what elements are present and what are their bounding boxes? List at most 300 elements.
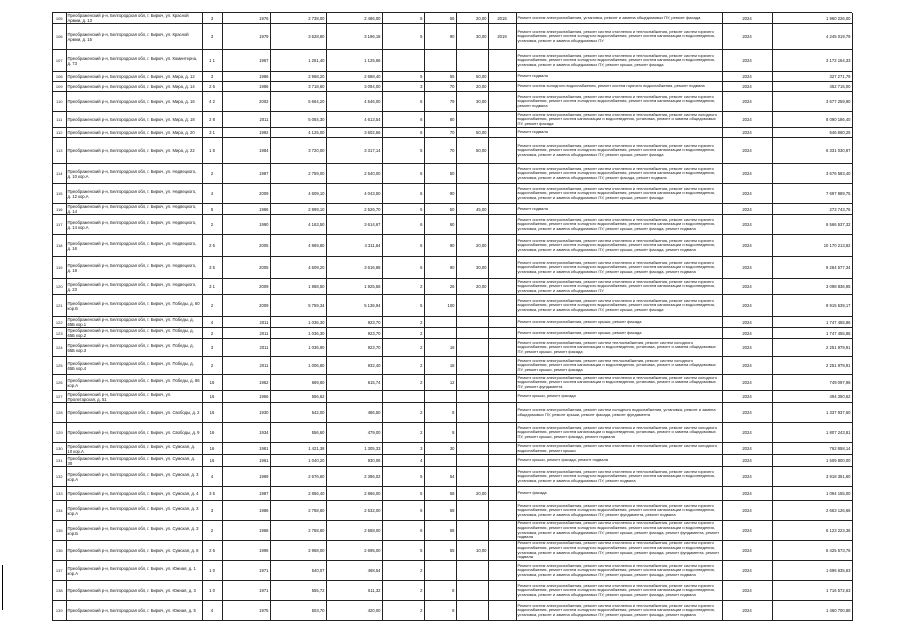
year-cell: 1971 bbox=[222, 581, 270, 601]
cost-cell: 6 566 537,32 bbox=[772, 215, 852, 235]
wear-cell: 50,00 bbox=[456, 72, 488, 82]
year-cell: 2009 bbox=[222, 279, 270, 295]
last-repair-year-cell bbox=[488, 50, 516, 72]
cost-cell: 546 860,25 bbox=[772, 128, 852, 138]
row-number-cell: 137 bbox=[53, 561, 66, 581]
works-cell: Ремонт систем электроснабжения, ремонт систем теплоснабжения, ремонт систем холодного водоснабжения, ремонт систем канализации и водоотведения, установка, ремонт и замена общедомовых ПУ, ремонт крыши, ремонт фасада bbox=[516, 357, 722, 375]
total-area-cell: 4 609,20 bbox=[270, 257, 326, 279]
address-cell: Преображенский р-н, Белгородская обл, г. Бирюч, ул. Мира, д. 18 bbox=[66, 112, 202, 128]
row-number-cell: 118 bbox=[53, 235, 66, 257]
living-area-cell: 420,00 bbox=[326, 601, 382, 621]
row-number-cell: 138 bbox=[53, 581, 66, 601]
floors-cell: 2 bbox=[202, 215, 222, 235]
entrances-cell: 6 bbox=[382, 92, 424, 112]
floors-cell: 16 bbox=[202, 443, 222, 455]
entrances-cell: 2 bbox=[382, 328, 424, 339]
last-repair-year-cell bbox=[488, 521, 516, 541]
total-area-cell: 1 988,50 bbox=[270, 279, 326, 295]
floors-cell: 3 bbox=[202, 339, 222, 357]
year-cell: 2009 bbox=[222, 184, 270, 204]
last-repair-year-cell bbox=[488, 92, 516, 112]
cost-cell: 1 460 700,88 bbox=[772, 601, 852, 621]
living-area-cell: 4 546,00 bbox=[326, 92, 382, 112]
row-number-cell: 126 bbox=[53, 375, 66, 391]
table-row bbox=[53, 295, 852, 317]
apartments-cell: 50 bbox=[424, 164, 456, 184]
entrances-cell: 2 bbox=[382, 423, 424, 443]
works-cell: Ремонт систем холодного водоснабжения, ремонт систем горячего водоснабжения, ремонт подвала bbox=[516, 82, 722, 92]
year-cell: 1984 bbox=[222, 138, 270, 164]
living-area-cell: 4 613,54 bbox=[326, 112, 382, 128]
row-number-cell: 121 bbox=[53, 295, 66, 317]
works-cell: Ремонт систем электроснабжения, ремонт систем отопления и теплоснабжения, ремонт систем горячего водоснабжения, ремонт систем холодного водоснабжения, ремонт систем канализации и водоотведения, установка, ремонт и замена общедомовых ПУ bbox=[516, 24, 722, 50]
entrances-cell: 5 bbox=[382, 541, 424, 561]
address-cell: Преображенский р-н, Белгородская обл, г. Бирюч, ул. Недвецкого, д. 12 кор.А bbox=[66, 184, 202, 204]
works-cell: Ремонт подвала bbox=[516, 72, 722, 82]
wear-cell bbox=[456, 443, 488, 455]
table-row bbox=[53, 467, 852, 487]
wear-cell bbox=[456, 339, 488, 357]
living-area-cell: 930,06 bbox=[326, 455, 382, 467]
last-repair-year-cell bbox=[488, 561, 516, 581]
year-cell: 2011 bbox=[222, 339, 270, 357]
address-cell: Преображенский р-н, Белгородская обл, г. Бирюч, ул. Недвецкого, д. 14 bbox=[66, 204, 202, 215]
row-number-cell: 115 bbox=[53, 184, 66, 204]
wear-cell: 45,00 bbox=[456, 204, 488, 215]
plan-year-cell: 2024 bbox=[722, 501, 772, 521]
row-number-cell: 139 bbox=[53, 601, 66, 621]
last-repair-year-cell bbox=[488, 184, 516, 204]
cost-cell: 3 172 164,33 bbox=[772, 50, 852, 72]
address-cell: Преображенский р-н, Белгородская обл, г. Бирюч, ул. Недвецкого, д. 23 bbox=[66, 279, 202, 295]
total-area-cell: 4 969,80 bbox=[270, 235, 326, 257]
address-cell: Преображенский р-н, Белгородская обл, г. Бирюч, ул. Коминтерна, д. 73 bbox=[66, 50, 202, 72]
floors-cell: 2 bbox=[202, 164, 222, 184]
floors-cell: 5 bbox=[202, 204, 222, 215]
total-area-cell: 669,60 bbox=[270, 375, 326, 391]
floors-cell: 4 2 bbox=[202, 92, 222, 112]
table-row bbox=[53, 204, 852, 215]
address-cell: Преображенский р-н, Белгородская обл, г. Бирюч, ул. Мира, д. 22 bbox=[66, 138, 202, 164]
row-number-cell: 120 bbox=[53, 279, 66, 295]
floors-cell: 2 5 bbox=[202, 82, 222, 92]
entrances-cell: 5 bbox=[382, 24, 424, 50]
wear-cell: 20,00 bbox=[456, 235, 488, 257]
plan-year-cell: 2024 bbox=[722, 257, 772, 279]
year-cell: 1981 bbox=[222, 443, 270, 455]
wear-cell bbox=[456, 391, 488, 403]
address-cell: Преображенский р-н, Белгородская обл, г. Бирюч, ул. Мира, д. 16 bbox=[66, 92, 202, 112]
cost-cell: 3 677 259,90 bbox=[772, 92, 852, 112]
capital-repair-register-table bbox=[53, 13, 853, 621]
apartments-cell: 18 bbox=[424, 357, 456, 375]
year-cell: 1987 bbox=[222, 487, 270, 501]
year-cell: 1986 bbox=[222, 501, 270, 521]
apartments-cell: 58 bbox=[424, 501, 456, 521]
cost-cell: 1 747 455,86 bbox=[772, 328, 852, 339]
plan-year-cell: 2024 bbox=[722, 13, 772, 24]
last-repair-year-cell bbox=[488, 128, 516, 138]
entrances-cell: 6 bbox=[382, 257, 424, 279]
address-cell: Преображенский р-н, Белгородская обл, г. Бирюч, ул. Победы, д. 65Б кор.1 bbox=[66, 317, 202, 328]
living-area-cell: 479,00 bbox=[326, 423, 382, 443]
cost-cell: 1 094 155,00 bbox=[772, 487, 852, 501]
total-area-cell: 2 676,60 bbox=[270, 467, 326, 487]
plan-year-cell: 2024 bbox=[722, 581, 772, 601]
address-cell: Преображенский р-н, Белгородская обл, г. Бирюч, ул. Мира, д. 20 bbox=[66, 128, 202, 138]
floors-cell: 4 bbox=[202, 184, 222, 204]
living-area-cell: 3 094,00 bbox=[326, 82, 382, 92]
last-repair-year-cell bbox=[488, 391, 516, 403]
cost-cell: 3 918 351,60 bbox=[772, 467, 852, 487]
total-area-cell: 1 036,30 bbox=[270, 317, 326, 328]
row-number-cell: 113 bbox=[53, 138, 66, 164]
total-area-cell: 2 738,00 bbox=[270, 13, 326, 24]
wear-cell: 30,00 bbox=[456, 92, 488, 112]
address-cell: Преображенский р-н, Белгородская обл, г. Бирюч, ул. Недвецкого, д. 16 bbox=[66, 235, 202, 257]
total-area-cell: 5 664,20 bbox=[270, 92, 326, 112]
floors-cell: 1 5 bbox=[202, 138, 222, 164]
last-repair-year-cell bbox=[488, 455, 516, 467]
plan-year-cell: 2024 bbox=[722, 279, 772, 295]
year-cell: 1962 bbox=[222, 375, 270, 391]
year-cell: 1961 bbox=[222, 455, 270, 467]
scan-edge-mark bbox=[2, 565, 3, 610]
cost-cell: 327 271,79 bbox=[772, 72, 852, 82]
wear-cell bbox=[456, 375, 488, 391]
last-repair-year-cell bbox=[488, 138, 516, 164]
plan-year-cell: 2024 bbox=[722, 128, 772, 138]
last-repair-year-cell bbox=[488, 235, 516, 257]
plan-year-cell: 2024 bbox=[722, 541, 772, 561]
entrances-cell: 6 bbox=[382, 128, 424, 138]
wear-cell: 30,00 bbox=[456, 257, 488, 279]
entrances-cell: 5 bbox=[382, 13, 424, 24]
table-row bbox=[53, 50, 852, 72]
living-area-cell: 4 311,64 bbox=[326, 235, 382, 257]
cost-cell: 1 509 800,00 bbox=[772, 455, 852, 467]
year-cell: 1990 bbox=[222, 215, 270, 235]
cost-cell: 7 697 989,75 bbox=[772, 184, 852, 204]
living-area-cell: 923,70 bbox=[326, 328, 382, 339]
year-cell: 2011 bbox=[222, 317, 270, 328]
wear-cell: 50,00 bbox=[456, 128, 488, 138]
cost-cell: 273 743,76 bbox=[772, 204, 852, 215]
works-cell: Ремонт систем электроснабжения, ремонт систем отопления и теплоснабжения, ремонт систем горячего водоснабжения, ремонт систем холодного водоснабжения, ремонт систем канализации и водоотведения, установка, ремонт и замена общедомовых ПУ, ремонт крыши, ремонт фасада, ремонт фундамента, ремонт подвала bbox=[516, 521, 722, 541]
wear-cell: 50,00 bbox=[456, 138, 488, 164]
last-repair-year-cell bbox=[488, 279, 516, 295]
living-area-cell: 486,50 bbox=[326, 403, 382, 423]
row-number-cell: 123 bbox=[53, 328, 66, 339]
works-cell: Ремонт систем электроснабжения, ремонт систем отопления и теплоснабжения, ремонт систем горячего водоснабжения, ремонт систем холодного водоснабжения, ремонт систем канализации и водоотведения, установка, ремонт и замена общедомовых ПУ, ремонт крыши, ремонт фасада bbox=[516, 50, 722, 72]
plan-year-cell: 2024 bbox=[722, 295, 772, 317]
year-cell: 1968 bbox=[222, 521, 270, 541]
works-cell: Ремонт систем электроснабжения, ремонт систем отопления и теплоснабжения, ремонт систем горячего водоснабжения, ремонт систем холодного водоснабжения, ремонт систем канализации и водоотведения, установка, ремонт и замена общедомовых ПУ, ремонт крыши, ремонт фасада, ремонт фундамента, ремонт подвала bbox=[516, 541, 722, 561]
last-repair-year-cell bbox=[488, 317, 516, 328]
floors-cell: 16 bbox=[202, 403, 222, 423]
floors-cell: 16 bbox=[202, 391, 222, 403]
apartments-cell: 100 bbox=[424, 295, 456, 317]
works-cell: Ремонт систем электроснабжения, ремонт систем отопления и теплоснабжения, ремонт систем горячего водоснабжения, ремонт систем холодного водоснабжения, ремонт систем канализации и водоотведения, установка, ремонт и замена общедомовых ПУ bbox=[516, 279, 722, 295]
table-row bbox=[53, 443, 852, 455]
total-area-cell: 503,70 bbox=[270, 601, 326, 621]
floors-cell: 2 bbox=[202, 521, 222, 541]
row-number-cell: 117 bbox=[53, 215, 66, 235]
wear-cell bbox=[456, 164, 488, 184]
row-number-cell: 105 bbox=[53, 13, 66, 24]
living-area-cell: 2 866,00 bbox=[326, 487, 382, 501]
works-cell: Ремонт систем электроснабжения, ремонт систем отопления и теплоснабжения, ремонт систем горячего водоснабжения, ремонт систем холодного водоснабжения, ремонт систем канализации и водоотведения, установка, ремонт и замена общедомовых ПУ, ремонт подвала bbox=[516, 467, 722, 487]
works-cell: Ремонт систем электроснабжения, ремонт систем отопления и теплоснабжения, ремонт систем горячего водоснабжения, ремонт систем холодного водоснабжения, ремонт систем канализации и водоотведения, установка, ремонт и замена общедомовых ПУ, ремонт крыши, ремонт фасада bbox=[516, 138, 722, 164]
last-repair-year-cell bbox=[488, 601, 516, 621]
living-area-cell: 468,54 bbox=[326, 561, 382, 581]
entrances-cell: 4 bbox=[382, 455, 424, 467]
table-row bbox=[53, 128, 852, 138]
living-area-cell: 1 125,66 bbox=[326, 50, 382, 72]
last-repair-year-cell bbox=[488, 375, 516, 391]
wear-cell: 20,00 bbox=[456, 279, 488, 295]
works-cell: Ремонт систем электроснабжения, ремонт крыши, ремонт фасада bbox=[516, 317, 722, 328]
living-area-cell: 5 136,94 bbox=[326, 295, 382, 317]
table-row bbox=[53, 328, 852, 339]
total-area-cell: 556,60 bbox=[270, 423, 326, 443]
works-cell: Ремонт систем электроснабжения, ремонт систем отопления и теплоснабжения, ремонт систем горячего водоснабжения, ремонт систем холодного водоснабжения, ремонт систем канализации и водоотведения, установка, ремонт и замена общедомовых ПУ, ремонт фасада, ремонт подвала bbox=[516, 164, 722, 184]
entrances-cell: 2 bbox=[382, 279, 424, 295]
apartments-cell: 26 bbox=[424, 279, 456, 295]
plan-year-cell: 2024 bbox=[722, 164, 772, 184]
cost-cell: 4 245 019,79 bbox=[772, 24, 852, 50]
year-cell: 2011 bbox=[222, 328, 270, 339]
year-cell: 1987 bbox=[222, 164, 270, 184]
total-area-cell: 1 040,20 bbox=[270, 455, 326, 467]
plan-year-cell: 2024 bbox=[722, 375, 772, 391]
last-repair-year-cell bbox=[488, 82, 516, 92]
address-cell: Преображенский р-н, Белгородская обл, г. Бирюч, ул. Сумская, д. 10 кор.А bbox=[66, 443, 202, 455]
row-number-cell: 133 bbox=[53, 487, 66, 501]
cost-cell: 6 123 223,36 bbox=[772, 521, 852, 541]
plan-year-cell: 2024 bbox=[722, 521, 772, 541]
wear-cell bbox=[456, 581, 488, 601]
cost-cell: 3 676 583,40 bbox=[772, 164, 852, 184]
last-repair-year-cell: 2018 bbox=[488, 13, 516, 24]
year-cell: 1967 bbox=[222, 50, 270, 72]
table-row bbox=[53, 357, 852, 375]
year-cell: 2005 bbox=[222, 235, 270, 257]
address-cell: Преображенский р-н, Белгородская обл, г. Бирюч, ул. Победы, д. 86 кор.А bbox=[66, 375, 202, 391]
apartments-cell: 58 bbox=[424, 521, 456, 541]
total-area-cell: 4 125,00 bbox=[270, 128, 326, 138]
total-area-cell: 4 609,10 bbox=[270, 184, 326, 204]
apartments-cell bbox=[424, 455, 456, 467]
entrances-cell: 2 bbox=[382, 581, 424, 601]
cost-cell: 452 715,00 bbox=[772, 82, 852, 92]
plan-year-cell: 2024 bbox=[722, 317, 772, 328]
wear-cell bbox=[456, 215, 488, 235]
entrances-cell: 2 bbox=[382, 403, 424, 423]
entrances-cell: 6 bbox=[382, 215, 424, 235]
year-cell: 2011 bbox=[222, 357, 270, 375]
address-cell: Преображенский р-н, Белгородская обл, г. Бирюч, ул. Мира, д. 12 bbox=[66, 72, 202, 82]
works-cell: Ремонт крыши, ремонт фасада bbox=[516, 391, 722, 403]
wear-cell: 10,00 bbox=[456, 541, 488, 561]
row-number-cell: 125 bbox=[53, 357, 66, 375]
living-area-cell: 2 526,70 bbox=[326, 204, 382, 215]
address-cell: Преображенский р-н, Белгородская обл, г. Бирюч, ул. Сумская, д. 3 кор.А bbox=[66, 467, 202, 487]
apartments-cell: 8 bbox=[424, 403, 456, 423]
total-area-cell: 5 759,34 bbox=[270, 295, 326, 317]
table-row bbox=[53, 455, 852, 467]
entrances-cell: 6 bbox=[382, 164, 424, 184]
year-cell: 1986 bbox=[222, 204, 270, 215]
table-row bbox=[53, 339, 852, 357]
total-area-cell: 2 968,20 bbox=[270, 72, 326, 82]
plan-year-cell: 2024 bbox=[722, 357, 772, 375]
wear-cell: 20,00 bbox=[456, 487, 488, 501]
last-repair-year-cell bbox=[488, 257, 516, 279]
last-repair-year-cell bbox=[488, 541, 516, 561]
wear-cell bbox=[456, 561, 488, 581]
last-repair-year-cell bbox=[488, 357, 516, 375]
living-area-cell: 923,70 bbox=[326, 339, 382, 357]
register-body bbox=[53, 13, 852, 621]
table-row bbox=[53, 487, 852, 501]
entrances-cell bbox=[382, 50, 424, 72]
cost-cell: 10 170 213,82 bbox=[772, 235, 852, 257]
floors-cell: 16 bbox=[202, 375, 222, 391]
living-area-cell: 3 602,56 bbox=[326, 128, 382, 138]
register-sheet bbox=[52, 12, 852, 621]
floors-cell: 2 5 bbox=[202, 541, 222, 561]
floors-cell: 3 1 bbox=[202, 279, 222, 295]
address-cell: Преображенский р-н, Белгородская обл, г. Бирюч, ул. Пролетарская, д. 51 bbox=[66, 391, 202, 403]
entrances-cell: 2 bbox=[382, 339, 424, 357]
row-number-cell: 116 bbox=[53, 204, 66, 215]
cost-cell: 8 915 539,17 bbox=[772, 295, 852, 317]
cost-cell: 2 251 979,91 bbox=[772, 339, 852, 357]
living-area-cell: 2 695,00 bbox=[326, 541, 382, 561]
entrances-cell: 5 bbox=[382, 487, 424, 501]
apartments-cell: 80 bbox=[424, 112, 456, 128]
cost-cell: 1 696 635,63 bbox=[772, 561, 852, 581]
row-number-cell: 107 bbox=[53, 50, 66, 72]
last-repair-year-cell bbox=[488, 423, 516, 443]
total-area-cell: 2 768,60 bbox=[270, 501, 326, 521]
plan-year-cell: 2024 bbox=[722, 423, 772, 443]
total-area-cell: 1 036,30 bbox=[270, 328, 326, 339]
floors-cell: 1 0 bbox=[202, 581, 222, 601]
entrances-cell: 5 bbox=[382, 295, 424, 317]
last-repair-year-cell bbox=[488, 339, 516, 357]
floors-cell: 2 bbox=[202, 328, 222, 339]
year-cell: 1996 bbox=[222, 541, 270, 561]
row-number-cell: 114 bbox=[53, 164, 66, 184]
total-area-cell: 4 163,50 bbox=[270, 215, 326, 235]
cost-cell: 9 284 577,34 bbox=[772, 257, 852, 279]
living-area-cell: 2 396,02 bbox=[326, 467, 382, 487]
total-area-cell: 2 759,00 bbox=[270, 164, 326, 184]
address-cell: Преображенский р-н, Белгородская обл, г. Бирюч, ул. Победы, д. 65Б кор.2 bbox=[66, 328, 202, 339]
floors-cell: 3 5 bbox=[202, 257, 222, 279]
address-cell: Преображенский р-н, Белгородская обл, г. Бирюч, ул. Недвецкого, д. 10 кор.А bbox=[66, 164, 202, 184]
last-repair-year-cell bbox=[488, 443, 516, 455]
apartments-cell bbox=[424, 317, 456, 328]
table-row bbox=[53, 235, 852, 257]
cost-cell: 2 663 126,66 bbox=[772, 501, 852, 521]
plan-year-cell: 2024 bbox=[722, 92, 772, 112]
floors-cell: 4 bbox=[202, 467, 222, 487]
entrances-cell: 5 bbox=[382, 72, 424, 82]
cost-cell: 6 331 030,87 bbox=[772, 138, 852, 164]
apartments-cell: 79 bbox=[424, 92, 456, 112]
cost-cell: 1 807 243,81 bbox=[772, 423, 852, 443]
row-number-cell: 134 bbox=[53, 501, 66, 521]
living-area-cell: 2 568,00 bbox=[326, 521, 382, 541]
wear-cell bbox=[456, 467, 488, 487]
works-cell: Ремонт систем электроснабжения, ремонт систем отопления и теплоснабжения, ремонт систем горячего водоснабжения, ремонт систем холодного водоснабжения, ремонт систем канализации и водоотведения, установка, ремонт и замена общедомовых ПУ, ремонт крыши, ремонт фасада bbox=[516, 295, 722, 317]
plan-year-cell: 2024 bbox=[722, 328, 772, 339]
table-row bbox=[53, 375, 852, 391]
year-cell: 1930 bbox=[222, 403, 270, 423]
row-number-cell: 124 bbox=[53, 339, 66, 357]
table-row bbox=[53, 215, 852, 235]
floors-cell: 1 1 bbox=[202, 50, 222, 72]
apartments-cell: 16 bbox=[424, 339, 456, 357]
apartments-cell bbox=[424, 391, 456, 403]
total-area-cell: 5 084,30 bbox=[270, 112, 326, 128]
floors-cell: 4 bbox=[202, 317, 222, 328]
works-cell: Ремонт систем электроснабжения, ремонт систем отопления и теплоснабжения, ремонт систем горячего водоснабжения, ремонт систем холодного водоснабжения, ремонт систем канализации и водоотведения, установка, ремонт и замена общедомовых ПУ, ремонт крыши, ремонт фасада, ремонт подвала bbox=[516, 235, 722, 257]
works-cell: Ремонт систем электроснабжения, ремонт систем отопления и теплоснабжения, ремонт систем горячего водоснабжения, ремонт систем холодного водоснабжения, ремонт систем канализации и водоотведения, установка, ремонт и замена общедомовых ПУ, ремонт фундамента, ремонт подвала bbox=[516, 501, 722, 521]
wear-cell bbox=[456, 501, 488, 521]
apartments-cell: 56 bbox=[424, 13, 456, 24]
entrances-cell: 5 bbox=[382, 467, 424, 487]
apartments-cell: 70 bbox=[424, 128, 456, 138]
floors-cell: 3 bbox=[202, 24, 222, 50]
floors-cell: 2 bbox=[202, 357, 222, 375]
wear-cell bbox=[456, 601, 488, 621]
works-cell: Ремонт систем электроснабжения, ремонт систем отопления и теплоснабжения, ремонт систем горячего водоснабжения, ремонт систем холодного водоснабжения, ремонт систем канализации и водоотведения, ремонт подвала bbox=[516, 92, 722, 112]
plan-year-cell: 2024 bbox=[722, 561, 772, 581]
living-area-cell: 923,70 bbox=[326, 317, 382, 328]
row-number-cell: 111 bbox=[53, 112, 66, 128]
plan-year-cell: 2024 bbox=[722, 467, 772, 487]
entrances-cell: 3 bbox=[382, 82, 424, 92]
wear-cell bbox=[456, 521, 488, 541]
plan-year-cell: 2024 bbox=[722, 72, 772, 82]
table-row bbox=[53, 184, 852, 204]
apartments-cell: 55 bbox=[424, 541, 456, 561]
table-row bbox=[53, 13, 852, 24]
wear-cell bbox=[456, 455, 488, 467]
living-area-cell: 2 532,00 bbox=[326, 501, 382, 521]
address-cell: Преображенский р-н, Белгородская обл, г. Бирюч, ул. Сумская, д. 3 кор.А bbox=[66, 501, 202, 521]
address-cell: Преображенский р-н, Белгородская обл, г. Бирюч, ул. Сумская, д. 3 кор.Б bbox=[66, 521, 202, 541]
entrances-cell: 6 bbox=[382, 235, 424, 257]
table-row bbox=[53, 112, 852, 128]
last-repair-year-cell bbox=[488, 215, 516, 235]
works-cell: Ремонт фасада bbox=[516, 487, 722, 501]
entrances-cell: 2 bbox=[382, 561, 424, 581]
apartments-cell: 90 bbox=[424, 184, 456, 204]
plan-year-cell: 2024 bbox=[722, 403, 772, 423]
plan-year-cell: 2024 bbox=[722, 82, 772, 92]
total-area-cell: 1 036,90 bbox=[270, 339, 326, 357]
row-number-cell: 132 bbox=[53, 467, 66, 487]
plan-year-cell: 2024 bbox=[722, 184, 772, 204]
wear-cell bbox=[456, 357, 488, 375]
last-repair-year-cell bbox=[488, 204, 516, 215]
row-number-cell: 106 bbox=[53, 24, 66, 50]
